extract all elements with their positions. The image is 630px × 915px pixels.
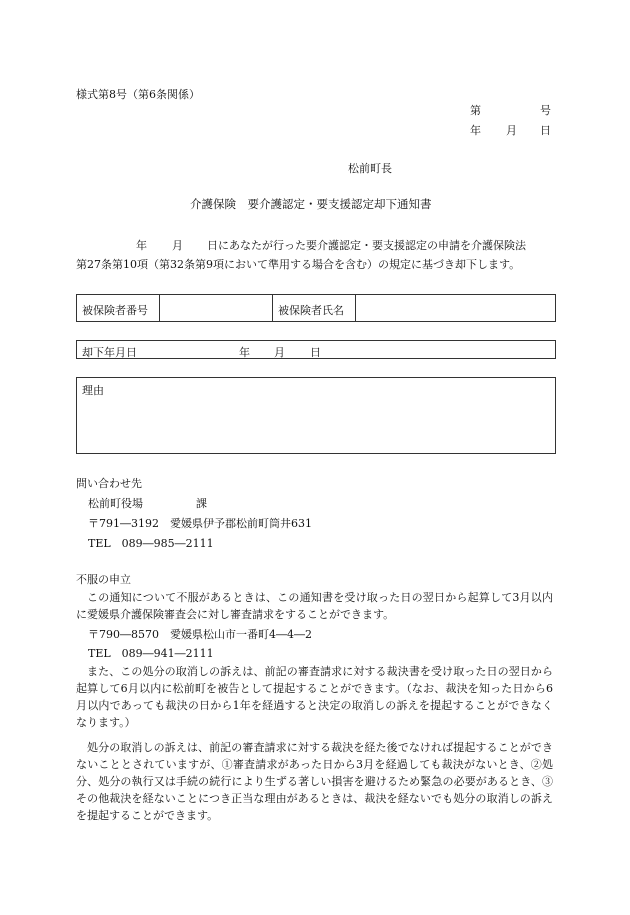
document-number-suffix: 号	[540, 104, 551, 117]
rejection-date-label: 却下年月日	[82, 346, 137, 359]
intro-line1: 日にあなたが行った要介護認定・要支援認定の申請を介護保険法	[207, 239, 526, 252]
appeal-paragraph-1: この通知について不服があるときは、この通知書を受け取った日の翌日から起算して3月以内に愛媛県介護保険審査会に対し審査請求をすることができます。	[76, 591, 553, 621]
sender: 松前町長	[348, 162, 392, 175]
date-year: 年	[470, 124, 481, 137]
form-number: 様式第8号（第6条関係）	[76, 88, 200, 101]
intro-month: 月	[172, 239, 183, 252]
reason-label: 理由	[82, 384, 104, 397]
insured-name-label: 被保険者氏名	[278, 304, 344, 317]
rejection-date-year: 年	[239, 346, 250, 359]
appeal-tel: TEL 089―941―2111	[88, 647, 214, 660]
rejection-date-month: 月	[274, 346, 285, 359]
insured-number-field[interactable]	[160, 295, 273, 321]
contact-office: 松前町役場	[88, 497, 143, 510]
contact-address: 〒791―3192 愛媛県伊予郡松前町筒井631	[88, 517, 312, 530]
insured-info-table	[76, 294, 556, 322]
contact-tel: TEL 089―985―2111	[88, 537, 214, 550]
contact-section: 課	[196, 497, 207, 510]
reason-box[interactable]	[76, 377, 556, 454]
date-month: 月	[506, 124, 517, 137]
intro-line2: 第27条第10項（第32条第9項において準用する場合を含む）の規定に基づき却下します。	[76, 258, 521, 271]
appeal-address: 〒790―8570 愛媛県松山市一番町4―4―2	[88, 628, 312, 641]
insured-name-field[interactable]	[356, 295, 555, 321]
contact-heading: 問い合わせ先	[76, 477, 142, 490]
insured-number-label: 被保険者番号	[82, 304, 148, 317]
appeal-heading: 不服の申立	[76, 573, 131, 586]
insured-number-label-cell	[77, 295, 160, 321]
rejection-date-day: 日	[310, 346, 321, 359]
date-day: 日	[540, 124, 551, 137]
rejection-date-row	[76, 340, 556, 359]
intro-year: 年	[136, 239, 147, 252]
insured-name-label-cell	[273, 295, 356, 321]
appeal-paragraph-3: 処分の取消しの訴えは、前記の審査請求に対する裁決を経た後でなければ提起することができないこととされていますが、①審査請求があった日から3月を経過しても裁決がないとき、②処分、処分の執行又は手続の続行により生ずる著しい損害を避けるため緊急の必要があるとき、③その他裁決を経ないことにつき正当な理由があるときは、裁決を経ないでも処分の取消しの訴えを提起することができます。	[76, 741, 553, 822]
appeal-paragraph-2: また、この処分の取消しの訴えは、前記の審査請求に対する裁決書を受け取った日の翌日から起算して6月以内に松前町を被告として提起することができます。（なお、裁決を知った日から6月以内であっても裁決の日から1年を経過すると決定の取消しの訴えを提起することができなくなります。）	[76, 665, 553, 729]
document-number-prefix: 第	[470, 104, 481, 117]
document-title: 介護保険 要介護認定・要支援認定却下通知書	[190, 197, 432, 211]
